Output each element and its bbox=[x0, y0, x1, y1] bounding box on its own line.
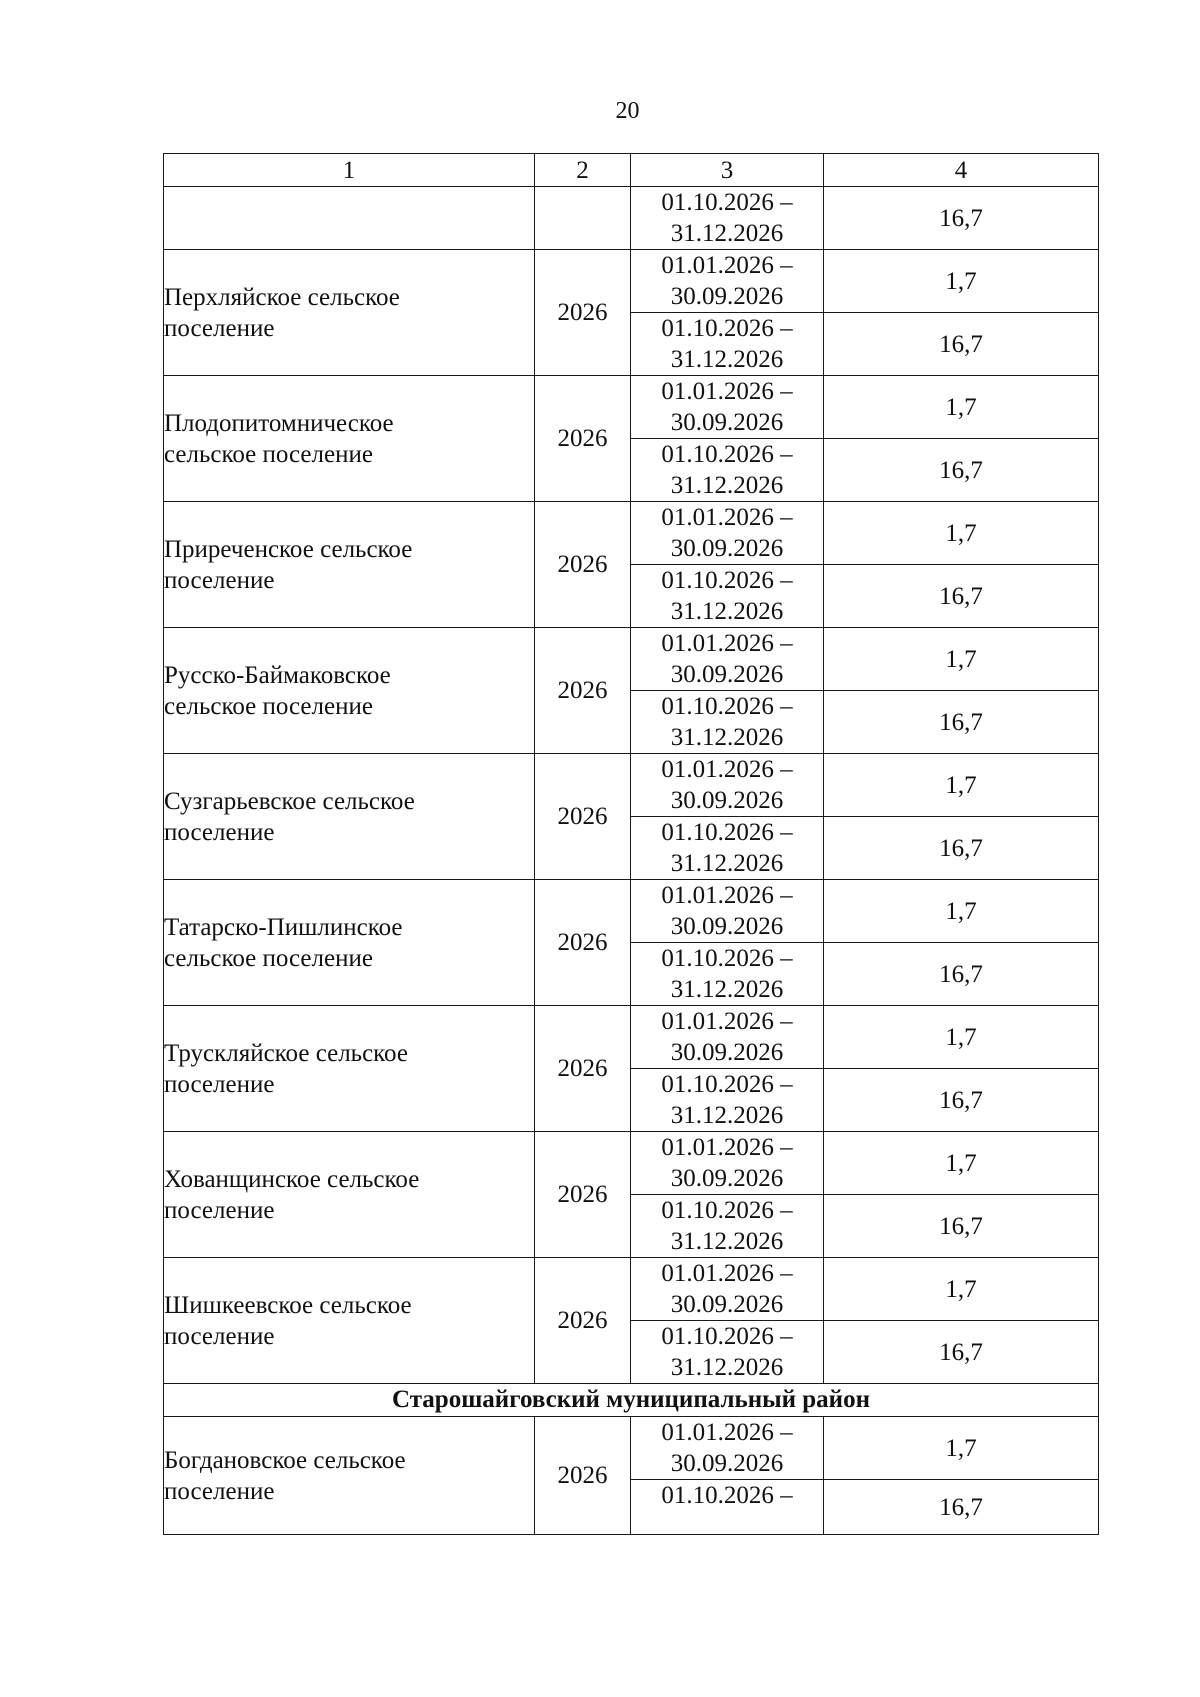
value-cell: 16,7 bbox=[824, 439, 1099, 502]
period-cell bbox=[631, 565, 824, 628]
header-col-3: 3 bbox=[631, 154, 824, 187]
value-cell: 1,7 bbox=[824, 1417, 1099, 1480]
table-row bbox=[164, 1258, 1099, 1321]
period-cell bbox=[631, 1006, 824, 1069]
period-line: 30.09.2026 bbox=[670, 661, 784, 688]
value-cell: 1,7 bbox=[824, 880, 1099, 943]
period-cell bbox=[631, 943, 824, 1006]
period-line: 01.01.2026 – bbox=[661, 882, 793, 909]
settlement-name-cell bbox=[164, 1417, 535, 1535]
period-line: 31.12.2026 bbox=[670, 1102, 784, 1129]
period-line: 01.01.2026 – bbox=[661, 1260, 793, 1287]
settlement-name-cell bbox=[164, 250, 535, 376]
period-line: 30.09.2026 bbox=[670, 409, 784, 436]
period-line: 31.12.2026 bbox=[670, 976, 784, 1003]
continuation-value-cell: 16,7 bbox=[824, 187, 1099, 250]
year-cell: 2026 bbox=[535, 1132, 631, 1258]
settlement-name-cell bbox=[164, 1258, 535, 1384]
settlement-name-cell bbox=[164, 376, 535, 502]
period-line: 30.09.2026 bbox=[670, 787, 784, 814]
settlement-name-line: Сузгарьевское сельское bbox=[164, 787, 415, 815]
settlement-name-line: Богдановское сельское bbox=[164, 1446, 406, 1474]
period-line: 01.10.2026 – bbox=[661, 1482, 793, 1509]
period-line: 01.10.2026 – bbox=[661, 819, 793, 846]
period-line: 01.10.2026 – bbox=[661, 315, 793, 342]
value-cell: 16,7 bbox=[824, 817, 1099, 880]
value-cell: 16,7 bbox=[824, 943, 1099, 1006]
settlement-name-cell bbox=[164, 754, 535, 880]
value-cell: 1,7 bbox=[824, 250, 1099, 313]
period-line: 31.12.2026 bbox=[670, 472, 784, 499]
value-cell: 16,7 bbox=[824, 691, 1099, 754]
header-col-2: 2 bbox=[535, 154, 631, 187]
period-line: 01.01.2026 – bbox=[661, 504, 793, 531]
period-cell bbox=[631, 313, 824, 376]
continuation-row bbox=[164, 187, 1099, 250]
value-cell: 1,7 bbox=[824, 754, 1099, 817]
value-cell: 1,7 bbox=[824, 628, 1099, 691]
value-cell: 16,7 bbox=[824, 1321, 1099, 1384]
settlement-name-cell bbox=[164, 502, 535, 628]
period-line: 31.12.2026 bbox=[670, 346, 784, 373]
settlement-name-cell bbox=[164, 880, 535, 1006]
settlement-name-line: поселение bbox=[164, 1477, 275, 1505]
period-cell bbox=[631, 1321, 824, 1384]
period-line: 01.10.2026 – bbox=[661, 1071, 793, 1098]
district-heading: Старошайговский муниципальный район bbox=[164, 1384, 1099, 1417]
value-cell: 16,7 bbox=[824, 565, 1099, 628]
period-line: 01.01.2026 – bbox=[661, 378, 793, 405]
settlement-name-line: поселение bbox=[164, 1196, 275, 1224]
period-cell bbox=[631, 439, 824, 502]
period-cell bbox=[631, 628, 824, 691]
period-line: 01.10.2026 – bbox=[661, 693, 793, 720]
settlement-name-line: сельское поселение bbox=[164, 944, 373, 972]
table-row bbox=[164, 1417, 1099, 1480]
district-row bbox=[164, 1384, 1099, 1417]
value-cell: 1,7 bbox=[824, 1258, 1099, 1321]
value-cell: 1,7 bbox=[824, 1006, 1099, 1069]
period-line: 31.12.2026 bbox=[670, 598, 784, 625]
table-row bbox=[164, 502, 1099, 565]
period-line: 30.09.2026 bbox=[670, 1450, 784, 1477]
year-cell: 2026 bbox=[535, 1258, 631, 1384]
settlement-name-line: поселение bbox=[164, 314, 275, 342]
value-cell: 16,7 bbox=[824, 1069, 1099, 1132]
value-cell: 16,7 bbox=[824, 1480, 1099, 1535]
settlement-name-line: Приреченское сельское bbox=[164, 535, 413, 563]
period-line: 30.09.2026 bbox=[670, 1291, 784, 1318]
settlement-name-cell bbox=[164, 1132, 535, 1258]
period-cell bbox=[631, 1069, 824, 1132]
period-line: 01.10.2026 – bbox=[661, 1323, 793, 1350]
table-row bbox=[164, 1132, 1099, 1195]
period-line: 31.12.2026 bbox=[670, 850, 784, 877]
period-line: 31.12.2026 bbox=[670, 220, 784, 247]
year-cell: 2026 bbox=[535, 1417, 631, 1535]
period-line: 01.10.2026 – bbox=[661, 1197, 793, 1224]
period-cell bbox=[631, 880, 824, 943]
period-cell bbox=[631, 1132, 824, 1195]
value-cell: 1,7 bbox=[824, 502, 1099, 565]
period-cell bbox=[631, 502, 824, 565]
table-body bbox=[164, 187, 1099, 1535]
table-row bbox=[164, 376, 1099, 439]
settlement-name-line: поселение bbox=[164, 566, 275, 594]
table-row bbox=[164, 250, 1099, 313]
period-line: 01.01.2026 – bbox=[661, 1134, 793, 1161]
period-cell bbox=[631, 1417, 824, 1480]
period-line: 01.10.2026 – bbox=[661, 441, 793, 468]
value-cell: 16,7 bbox=[824, 313, 1099, 376]
year-cell: 2026 bbox=[535, 250, 631, 376]
year-cell: 2026 bbox=[535, 880, 631, 1006]
period-line: 01.01.2026 – bbox=[661, 1419, 793, 1446]
year-cell: 2026 bbox=[535, 502, 631, 628]
period-cell bbox=[631, 817, 824, 880]
period-line: 30.09.2026 bbox=[670, 535, 784, 562]
settlement-name-line: Плодопитомническое bbox=[164, 409, 394, 437]
period-line: 01.01.2026 – bbox=[661, 252, 793, 279]
value-cell: 1,7 bbox=[824, 1132, 1099, 1195]
continuation-year-cell bbox=[535, 187, 631, 250]
continuation-name-cell bbox=[164, 187, 535, 250]
header-col-1: 1 bbox=[164, 154, 535, 187]
table-row bbox=[164, 628, 1099, 691]
period-line: 31.12.2026 bbox=[670, 724, 784, 751]
period-line: 30.09.2026 bbox=[670, 913, 784, 940]
period-line: 30.09.2026 bbox=[670, 283, 784, 310]
tariff-table bbox=[163, 153, 1099, 1535]
year-cell: 2026 bbox=[535, 628, 631, 754]
table-header-row bbox=[164, 154, 1099, 187]
year-cell: 2026 bbox=[535, 376, 631, 502]
settlement-name-line: поселение bbox=[164, 818, 275, 846]
period-cell bbox=[631, 1480, 824, 1535]
period-line: 01.01.2026 – bbox=[661, 756, 793, 783]
table-row bbox=[164, 880, 1099, 943]
value-cell: 16,7 bbox=[824, 1195, 1099, 1258]
settlement-name-line: Хованщинское сельское bbox=[164, 1165, 420, 1193]
settlement-name-line: сельское поселение bbox=[164, 440, 373, 468]
value-cell: 1,7 bbox=[824, 376, 1099, 439]
period-line: 31.12.2026 bbox=[670, 1228, 784, 1255]
settlement-name-line: Трускляйское сельское bbox=[164, 1039, 408, 1067]
year-cell: 2026 bbox=[535, 754, 631, 880]
year-cell: 2026 bbox=[535, 1006, 631, 1132]
period-cell bbox=[631, 1195, 824, 1258]
period-line: 31.12.2026 bbox=[670, 1354, 784, 1381]
period-line: 01.10.2026 – bbox=[661, 945, 793, 972]
settlement-name-line: поселение bbox=[164, 1322, 275, 1350]
period-line: 01.10.2026 – bbox=[661, 567, 793, 594]
period-cell bbox=[631, 376, 824, 439]
period-cell bbox=[631, 1258, 824, 1321]
period-line: 01.01.2026 – bbox=[661, 1008, 793, 1035]
table-row bbox=[164, 1006, 1099, 1069]
period-cell bbox=[631, 691, 824, 754]
period-cell bbox=[631, 250, 824, 313]
period-line: 01.01.2026 – bbox=[661, 630, 793, 657]
period-line: 30.09.2026 bbox=[670, 1039, 784, 1066]
settlement-name-line: Татарско-Пишлинское bbox=[164, 913, 403, 941]
settlement-name-line: Шишкеевское сельское bbox=[164, 1291, 412, 1319]
settlement-name-cell bbox=[164, 628, 535, 754]
settlement-name-line: сельское поселение bbox=[164, 692, 373, 720]
header-col-4: 4 bbox=[824, 154, 1099, 187]
settlement-name-cell bbox=[164, 1006, 535, 1132]
period-line: 01.10.2026 – bbox=[661, 189, 793, 216]
period-cell bbox=[631, 754, 824, 817]
table-row bbox=[164, 754, 1099, 817]
settlement-name-line: Перхляйское сельское bbox=[164, 283, 400, 311]
settlement-name-line: Русско-Баймаковское bbox=[164, 661, 391, 689]
page-number: 20 bbox=[615, 98, 640, 124]
continuation-period-cell bbox=[631, 187, 824, 250]
settlement-name-line: поселение bbox=[164, 1070, 275, 1098]
period-line: 30.09.2026 bbox=[670, 1165, 784, 1192]
